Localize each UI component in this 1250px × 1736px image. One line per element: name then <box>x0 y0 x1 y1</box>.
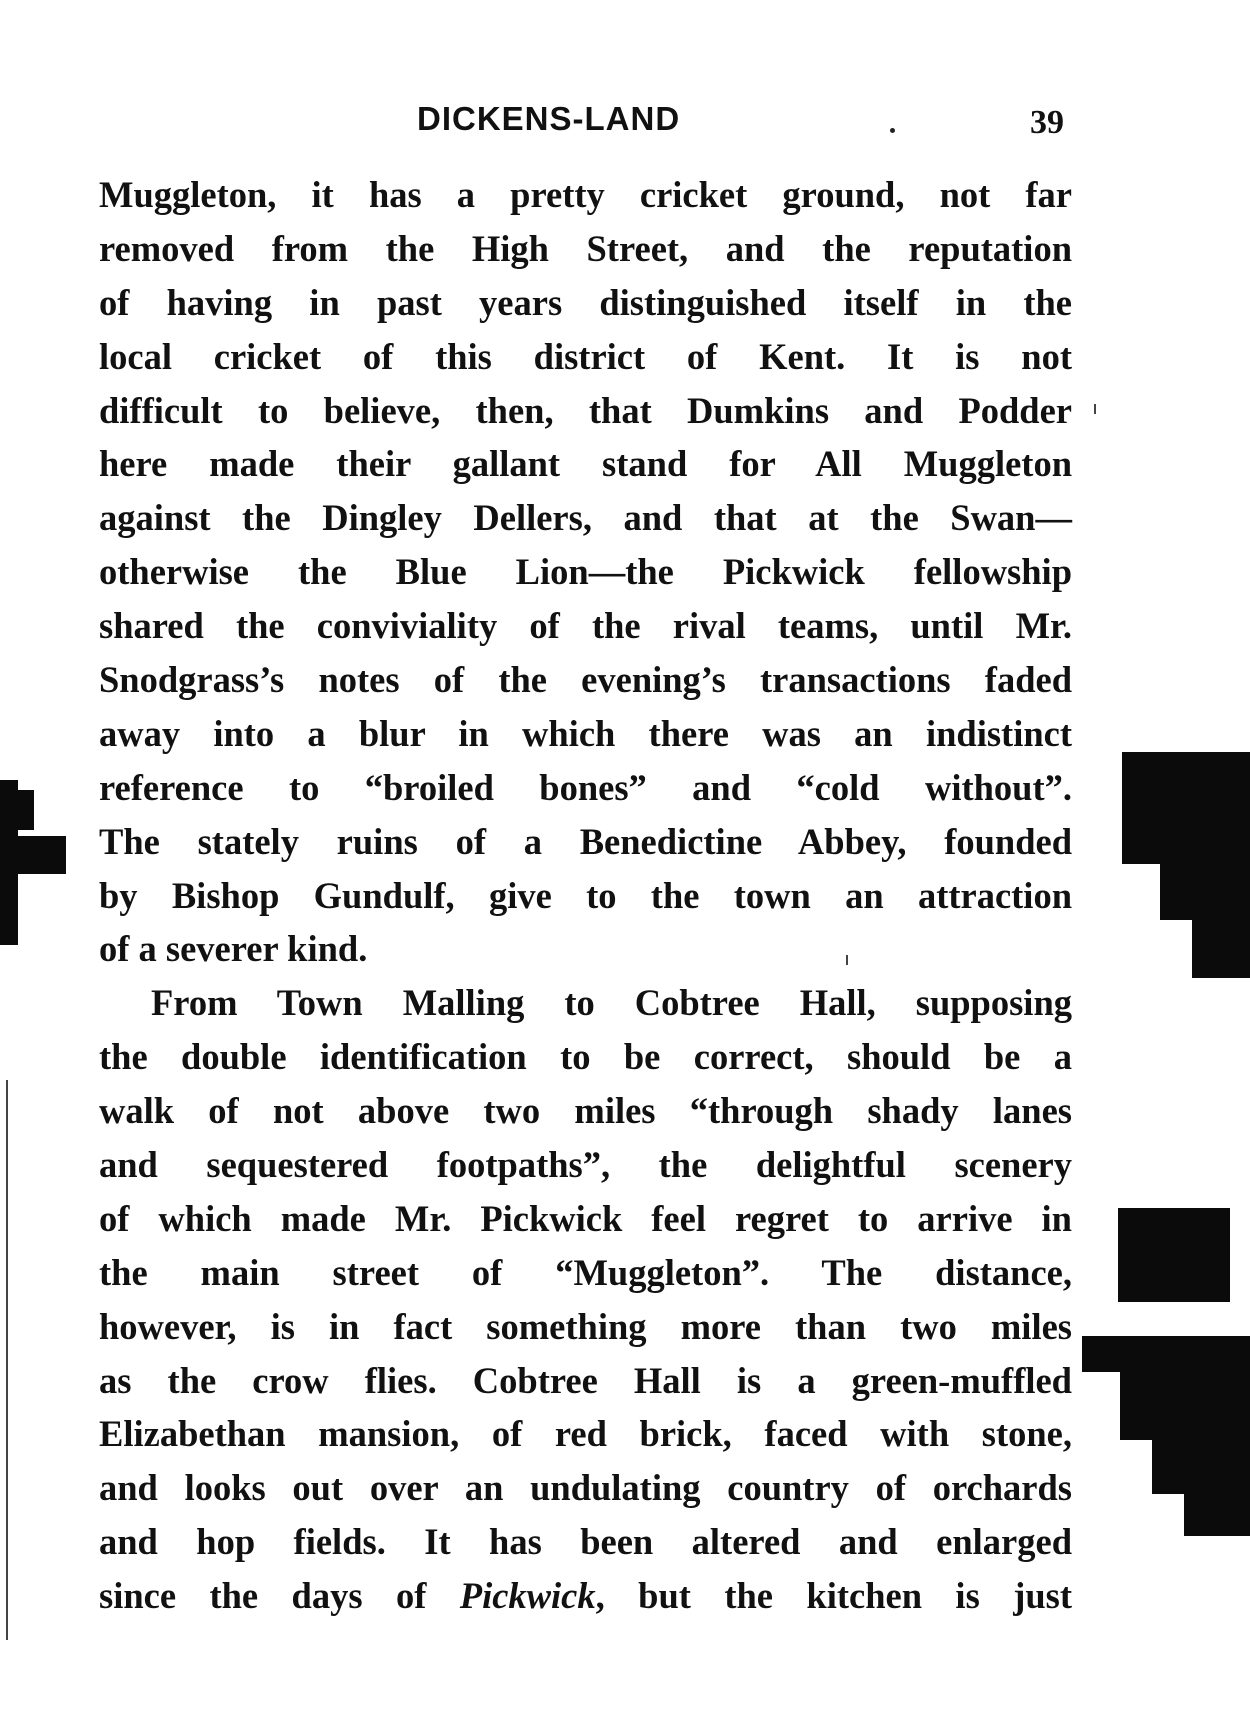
text-line: as the crow flies. Cobtree Hall is a green-muffled <box>99 1359 1072 1401</box>
text-line: From Town Malling to Cobtree Hall, supposing <box>151 982 1072 1024</box>
scan-edge <box>6 1080 8 1640</box>
text-line: otherwise the Blue Lion—the Pickwick fellowship <box>99 551 1072 593</box>
body-text <box>99 168 1072 1623</box>
scan-blot <box>1122 752 1250 864</box>
text-line: away into a blur in which there was an indistinct <box>99 712 1072 754</box>
scan-blot <box>1118 1208 1230 1302</box>
text-line: reference to “broiled bones” and “cold without”. <box>99 766 1072 808</box>
text-run: since the days of <box>99 1575 460 1617</box>
text-line: of which made Mr. Pickwick feel regret to arrive in <box>99 1197 1072 1239</box>
text-line: and sequestered footpaths”, the delightful scenery <box>99 1144 1072 1186</box>
text-line: shared the conviviality of the rival teams, until Mr. <box>99 605 1072 647</box>
scan-blot <box>1082 1336 1250 1372</box>
print-speck <box>846 955 848 965</box>
scan-blot <box>0 780 18 945</box>
scan-blot <box>1184 1490 1250 1536</box>
text-run: , but the kitchen is just <box>595 1575 1073 1617</box>
scan-blot <box>18 836 66 874</box>
page-number: 39 <box>1030 104 1064 141</box>
scan-blot <box>1120 1372 1250 1440</box>
print-speck <box>890 128 895 133</box>
italic-title: Pickwick <box>459 1575 596 1617</box>
text-line: and looks out over an undulating country of orchards <box>99 1467 1072 1509</box>
text-line: the double identification to be correct, should be a <box>99 1036 1072 1078</box>
text-line: local cricket of this district of Kent. It is not <box>99 335 1072 377</box>
text-line: Muggleton, it has a pretty cricket ground, not far <box>99 174 1072 215</box>
running-header <box>0 100 1250 160</box>
text-line: however, is in fact something more than two miles <box>99 1305 1072 1347</box>
text-line: here made their gallant stand for All Muggleton <box>99 443 1072 485</box>
text-line: of having in past years distinguished itself in the <box>99 281 1072 323</box>
paragraph-2 <box>99 976 1072 1623</box>
text-line: by Bishop Gundulf, give to the town an attraction <box>99 874 1072 916</box>
scan-blot <box>18 790 34 830</box>
scan-blot <box>1192 916 1250 978</box>
text-line: Snodgrass’s notes of the evening’s transactions faded <box>99 659 1072 701</box>
print-speck <box>1094 404 1096 414</box>
text-line: the main street of “Muggleton”. The distance, <box>99 1251 1072 1293</box>
text-line: removed from the High Street, and the reputation <box>99 227 1072 269</box>
scan-blot <box>1152 1438 1250 1494</box>
text-line: against the Dingley Dellers, and that at the Swan— <box>99 497 1072 539</box>
text-line: The stately ruins of a Benedictine Abbey, founded <box>99 820 1072 862</box>
text-line: Elizabethan mansion, of red brick, faced with stone, <box>99 1413 1072 1455</box>
text-line-final <box>99 1569 1072 1623</box>
paragraph-1 <box>99 168 1072 976</box>
text-line: difficult to believe, then, that Dumkins and Podder <box>99 389 1072 431</box>
text-line: and hop fields. It has been altered and enlarged <box>99 1521 1072 1563</box>
scan-blot <box>1160 860 1250 920</box>
text-line: of a severer kind. <box>99 928 368 970</box>
running-title: DICKENS-LAND <box>417 100 681 137</box>
text-line: walk of not above two miles “through shady lanes <box>99 1090 1072 1132</box>
